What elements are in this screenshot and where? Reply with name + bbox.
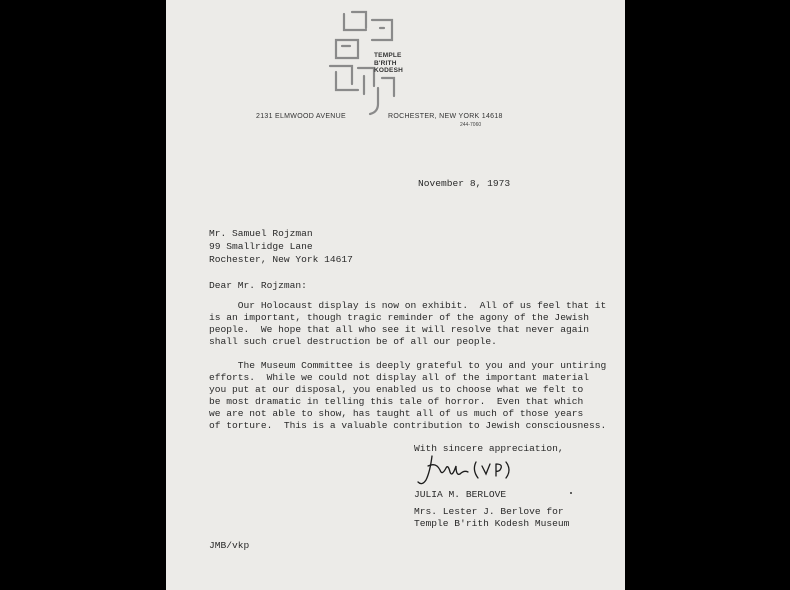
paragraph-line: we are not able to show, has taught all of us much of those years: [209, 408, 584, 419]
recipient-line: 99 Smallridge Lane: [209, 241, 313, 252]
organization-name: TEMPLE B'RITH KODESH: [374, 52, 404, 74]
signer-title: Mrs. Lester J. Berlove for: [414, 506, 564, 517]
handwritten-signature: [416, 452, 526, 490]
salutation: Dear Mr. Rojzman:: [209, 280, 307, 291]
paragraph-line: be most dramatic in telling this tale of horror. Even that which: [209, 396, 584, 407]
paragraph-line: you put at our disposal, you enabled us to choose what we felt to: [209, 384, 584, 395]
paragraph-line: people. We hope that all who see it will resolve that never again: [209, 324, 589, 335]
closing: With sincere appreciation,: [414, 443, 564, 454]
letter-date: November 8, 1973: [418, 178, 511, 189]
paragraph-line: Our Holocaust display is now on exhibit. All of us feel that it: [209, 300, 607, 311]
letter-page: [166, 0, 625, 590]
reference-initials: JMB/vkp: [209, 540, 250, 551]
paragraph-line: is an important, though tragic reminder of the agony of the Jewish: [209, 312, 589, 323]
paragraph-line: efforts. While we could not display all of the important material: [209, 372, 589, 383]
paragraph-line: shall such cruel destruction be of all our people.: [209, 336, 497, 347]
letterhead-address: 2131 ELMWOOD AVENUE: [256, 113, 346, 120]
letterhead-city: ROCHESTER, NEW YORK 14618: [388, 113, 503, 120]
letterhead-phone: 244-7060: [460, 122, 482, 128]
recipient-line: Mr. Samuel Rojzman: [209, 228, 313, 239]
paragraph-line: of torture. This is a valuable contribution to Jewish consciousness.: [209, 420, 607, 431]
recipient-line: Rochester, New York 14617: [209, 254, 353, 265]
mark: [570, 492, 572, 494]
signer-title: Temple B'rith Kodesh Museum: [414, 518, 570, 529]
paragraph-line: The Museum Committee is deeply grateful to you and your untiring: [209, 360, 607, 371]
signer-name: JULIA M. BERLOVE: [414, 489, 507, 500]
